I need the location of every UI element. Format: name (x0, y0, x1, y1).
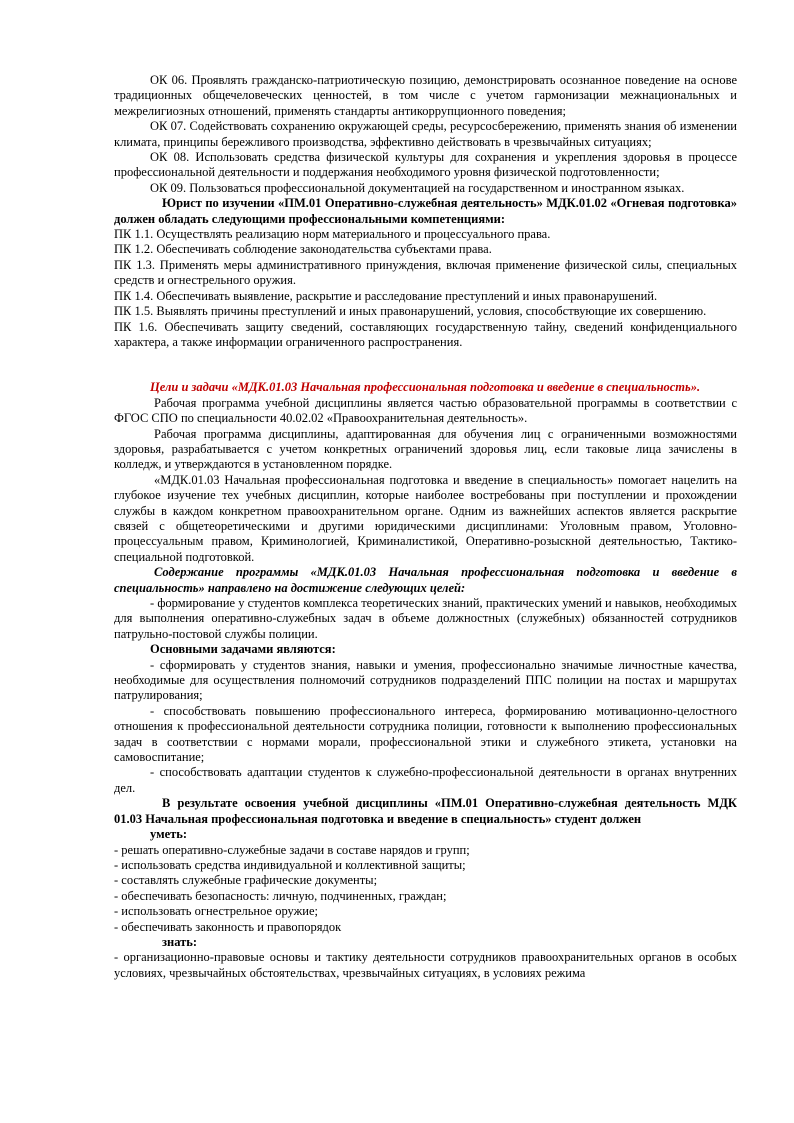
umet-item-5: - использовать огнестрельное оружие; (114, 904, 318, 919)
ok-06-paragraph: ОК 06. Проявлять гражданско-патриотическую позицию, демонстрировать осознанное поведение на основе традиционных общечеловеческих ценностей, в том числе с учетом гармонизации межнациональных и межрелигиозных отношений, применять стандарты антикоррупционного поведения; (114, 73, 737, 118)
section-spacer (114, 350, 737, 380)
umet-item-3: - составлять служебные графические документы; (114, 873, 378, 888)
znat-label: знать: (162, 934, 198, 949)
result-heading: В результате освоения учебной дисциплины «ПМ.01 Оперативно-служебная деятельность МДК 01.03 Начальная профессиональная подготовка и введение в специальность» студент должен (114, 796, 737, 826)
pk-1-3: ПК 1.3. Применять меры административного принуждения, включая применение физической силы, специальных средств и огнестрельного оружия. (114, 257, 737, 288)
umet-item-6: - обеспечивать законность и правопорядок (114, 919, 342, 934)
umet-item-4: - обеспечивать безопасность: личную, подчиненных, граждан; (114, 888, 447, 903)
umet-label: уметь: (150, 827, 188, 842)
ok-08-paragraph: ОК 08. Использовать средства физической культуры для сохранения и укрепления здоровья в процессе профессиональной деятельности и поддержания необходимого уровня физической подготовленности; (114, 150, 737, 180)
pk-1-5: ПК 1.5. Выявлять причины преступлений и иных правонарушений, условия, способствующие их совершению. (114, 304, 707, 319)
pk-1-4: ПК 1.4. Обеспечивать выявление, раскрытие и расследование преступлений и иных правонарушений. (114, 288, 658, 303)
intro-paragraph-3: «МДК.01.03 Начальная профессиональная подготовка и введение в специальность» помогает нацелить на глубокое изучение тех учебных дисциплин, которые наиболее востребованы при поступлении и прохождении службы в каждом конкретном правоохранительном органе. Одним из важнейших аспектов является раскрытие связей с общетеоретическими и другими юридическими дисциплинами: Уголовным правом, Уголовно-процессуальным правом, Криминологией, Криминалистикой, Оперативно-розыскной деятельностью, Тактико-специальной подготовкой. (114, 472, 737, 564)
content-item: - формирование у студентов комплекса теоретических знаний, практических умений и навыков, необходимых для выполнения оперативно-служебных задач в объеме должностных (служебных) обязанностей сотрудников патрульно-постовой службы полиции. (114, 596, 737, 641)
task-item-2: - способствовать повышению профессионального интереса, формированию мотивационно-целостного отношения к профессиональной деятельности сотрудника полиции, готовности к выполнению профессиональных задач в соответствии с нормами морали, профессиональной этики и служебного этикета, установки на самовоспитание; (114, 703, 737, 765)
content-heading: Содержание программы «МДК.01.03 Начальная профессиональная подготовка и введение в специальность» направлено на достижение следующих целей: (114, 565, 737, 595)
umet-item-2: - использовать средства индивидуальной и коллективной защиты; (114, 857, 466, 872)
task-item-3: - способствовать адаптации студентов к служебно-профессиональной деятельности в органах внутренних дел. (114, 765, 737, 795)
pk-1-2: ПК 1.2. Обеспечивать соблюдение законодательства субъектами права. (114, 242, 492, 257)
umet-item-1: - решать оперативно-служебные задачи в составе нарядов и групп; (114, 842, 470, 857)
intro-paragraph-2: Рабочая программа дисциплины, адаптированная для обучения лиц с ограниченными возможностями здоровья, разрабатывается с учетом конкретных ограничений здоровья лиц, если таковые лица зачислены в колледж, и утверждаются в установленном порядке. (114, 426, 737, 472)
ok-09-paragraph: ОК 09. Пользоваться профессиональной документацией на государственном и иностранном языках. (150, 180, 685, 195)
pk-1-6: ПК 1.6. Обеспечивать защиту сведений, составляющих государственную тайну, сведений конфиденциального характера, а также информации ограниченного распространения. (114, 319, 737, 349)
tasks-heading: Основными задачами являются: (150, 642, 336, 657)
znat-item-1: - организационно-правовые основы и тактику деятельности сотрудников правоохранительных органов в особых условиях, чрезвычайных обстоятельствах, чрезвычайных ситуациях, в условиях режима (114, 950, 737, 980)
pk-heading: Юрист по изучении «ПМ.01 Оперативно-служебная деятельность» МДК.01.02 «Огневая подготовка» должен обладать следующими профессиональными компетенциями: (114, 196, 737, 226)
pk-1-1: ПК 1.1. Осуществлять реализацию норм материального и процессуального права. (114, 227, 551, 242)
goals-heading: Цели и задачи «МДК.01.03 Начальная профессиональная подготовка и введение в специальность». (150, 380, 701, 395)
intro-paragraph-1: Рабочая программа учебной дисциплины является частью образовательной программы в соответствии с ФГОС СПО по специальности 40.02.02 «Правоохранительная деятельность». (114, 395, 737, 426)
document-page (114, 73, 737, 981)
ok-07-paragraph: ОК 07. Содействовать сохранению окружающей среды, ресурсосбережению, применять знания об изменении климата, принципы бережливого производства, эффективно действовать в чрезвычайных ситуациях; (114, 119, 737, 149)
task-item-1: - сформировать у студентов знания, навыки и умения, профессионально значимые личностные качества, необходимые для осуществления полномочий сотрудников подразделений ППС полиции на постах и маршрутах патрулирования; (114, 657, 737, 703)
